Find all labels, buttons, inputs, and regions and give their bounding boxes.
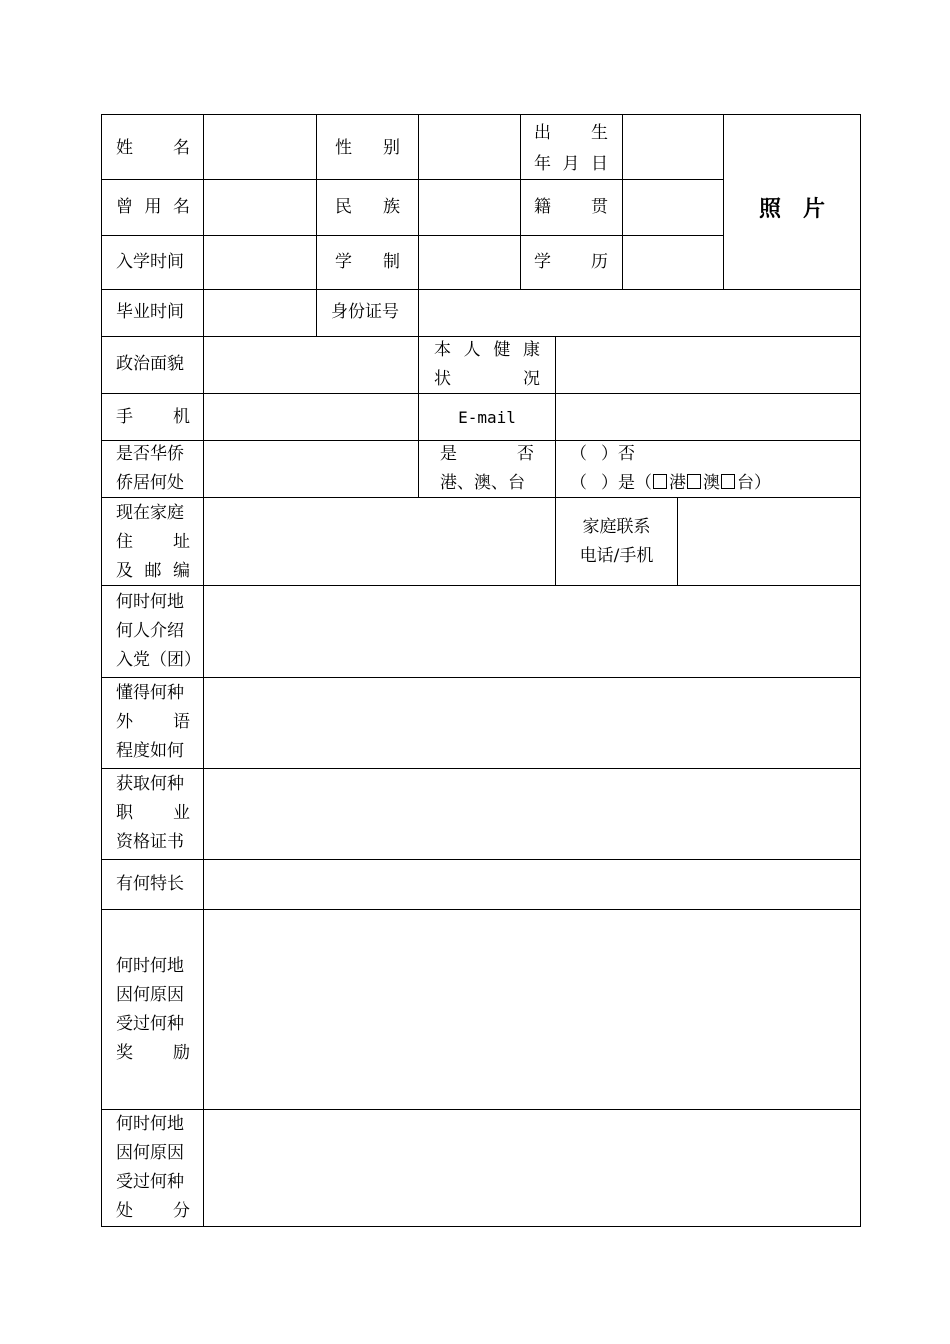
label-address: 现在家庭 住 址 及 邮 编 bbox=[116, 503, 190, 581]
label-certificate: 获取何种 职 业 资格证书 bbox=[116, 774, 190, 852]
label-language: 懂得何种 外 语 程度如何 bbox=[116, 683, 190, 761]
certificate-field[interactable] bbox=[204, 769, 860, 859]
health-field[interactable] bbox=[556, 337, 860, 393]
label-education: 学 历 bbox=[534, 252, 608, 272]
label-overseas: 是否华侨 侨居何处 bbox=[116, 444, 184, 493]
graduate-time-field[interactable] bbox=[204, 290, 316, 336]
address-field[interactable] bbox=[204, 498, 555, 585]
option-no[interactable]: （ ）否 bbox=[570, 444, 635, 464]
punishment-field[interactable] bbox=[204, 1110, 860, 1226]
party-field[interactable] bbox=[204, 586, 860, 677]
enroll-time-field[interactable] bbox=[204, 236, 316, 289]
photo-label-2: 片 bbox=[802, 196, 825, 222]
photo-label-1: 照 bbox=[759, 196, 782, 222]
label-punishment: 何时何地 因何原因 受过何种 处 分 bbox=[116, 1114, 190, 1221]
label-native-place: 籍 贯 bbox=[534, 197, 608, 217]
former-name-field[interactable] bbox=[204, 180, 316, 235]
overseas-field[interactable] bbox=[204, 441, 418, 497]
specialty-field[interactable] bbox=[204, 860, 860, 909]
label-graduate-time: 毕业时间 bbox=[116, 302, 184, 322]
schooling-years-field[interactable] bbox=[419, 236, 520, 289]
label-party: 何时何地 何人介绍 入党（团） bbox=[116, 592, 201, 670]
language-field[interactable] bbox=[204, 678, 860, 768]
option-yes[interactable]: （ ）是（ 港 澳 台） bbox=[570, 473, 771, 493]
label-specialty: 有何特长 bbox=[116, 874, 184, 894]
border-right bbox=[860, 114, 861, 1227]
label-enroll-time: 入学时间 bbox=[116, 252, 184, 272]
label-email: E-mail bbox=[458, 408, 516, 427]
label-family-phone: 家庭联系 电话/手机 bbox=[579, 517, 654, 566]
label-gender: 性 别 bbox=[335, 138, 400, 158]
label-birth-date: 出 生 年 月 日 bbox=[534, 123, 608, 174]
label-hk-macau-tw: 是 否 港、澳、台 bbox=[440, 444, 534, 493]
photo-area[interactable] bbox=[724, 115, 860, 289]
family-phone-field[interactable] bbox=[678, 498, 860, 585]
birth-date-field[interactable] bbox=[623, 115, 723, 179]
label-schooling-years: 学 制 bbox=[335, 252, 400, 272]
id-number-field[interactable] bbox=[419, 290, 860, 336]
email-field[interactable] bbox=[556, 394, 860, 440]
label-ethnicity: 民 族 bbox=[335, 197, 400, 217]
checkbox-hk[interactable] bbox=[653, 474, 667, 489]
checkbox-tw[interactable] bbox=[721, 474, 735, 489]
ethnicity-field[interactable] bbox=[419, 180, 520, 235]
label-mobile: 手 机 bbox=[116, 407, 190, 427]
label-name: 姓 名 bbox=[116, 138, 190, 158]
col-line-2 bbox=[316, 114, 317, 336]
checkbox-macau[interactable] bbox=[687, 474, 701, 489]
mobile-field[interactable] bbox=[204, 394, 418, 440]
label-political-status: 政治面貌 bbox=[116, 354, 184, 374]
native-place-field[interactable] bbox=[623, 180, 723, 235]
border-bottom bbox=[101, 1226, 861, 1227]
label-former-name: 曾 用 名 bbox=[116, 197, 190, 217]
label-health: 本 人 健 康 状 况 bbox=[434, 340, 540, 389]
awards-field[interactable] bbox=[204, 910, 860, 1109]
border-left bbox=[101, 114, 102, 1227]
label-id-number: 身份证号 bbox=[331, 302, 399, 322]
education-field[interactable] bbox=[623, 236, 723, 289]
label-awards: 何时何地 因何原因 受过何种 奖 励 bbox=[116, 956, 190, 1063]
name-field[interactable] bbox=[204, 115, 316, 179]
gender-field[interactable] bbox=[419, 115, 520, 179]
col-line-4 bbox=[520, 114, 521, 289]
political-status-field[interactable] bbox=[204, 337, 418, 393]
